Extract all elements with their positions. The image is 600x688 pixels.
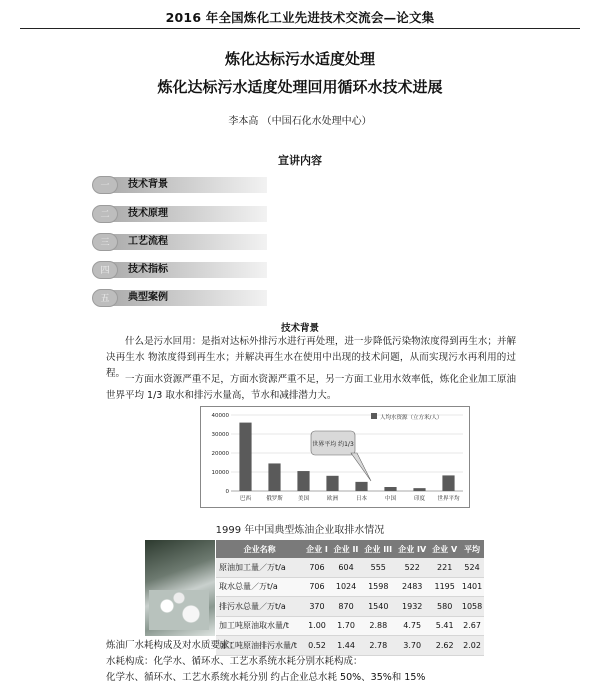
table-header-cell: 企业名称 [216, 540, 303, 558]
table-cell: 1.00 [303, 616, 330, 636]
section-heading: 技术背景 [280, 323, 319, 334]
photo-foam [149, 590, 209, 630]
toc-item-5 [92, 289, 267, 307]
table-cell: 1540 [361, 597, 395, 617]
table-row [216, 558, 484, 577]
table-header-cell: 企业 II [331, 540, 362, 558]
row-label: 原油加工量／万t/a [216, 558, 303, 577]
table-row [216, 577, 484, 597]
table-cell: 1024 [331, 577, 362, 597]
legend-swatch [371, 413, 377, 419]
table-row [216, 636, 484, 656]
table-cell: 2.78 [361, 636, 395, 656]
toc-bar [102, 206, 267, 222]
document-header: 2016 年全国炼化工业先进技术交流会—论文集 [165, 10, 435, 25]
table-header-cell: 企业 I [303, 540, 330, 558]
bar-俄罗斯 [268, 463, 280, 491]
paragraph-background: 一方面水资源严重不足，方面水资源严重不足，另一方面工业用水效率低，炼化企业加工原油世界平均 1/3 取水和排污水量高，节水和减排潜力大。 [106, 374, 516, 401]
toc-label: 技术原理 [128, 208, 168, 219]
table-cell: 555 [361, 558, 395, 577]
table-cell: 2.88 [361, 616, 395, 636]
row-label: 加工吨原油排污水量/t [216, 636, 303, 656]
x-tick-label: 美国 [297, 496, 310, 502]
table-cell: 604 [331, 558, 362, 577]
toc-number-badge: 二 [92, 205, 118, 223]
table-header-cell: 企业 V [429, 540, 460, 558]
toc-number-badge: 四 [92, 261, 118, 279]
table-cell: 1598 [361, 577, 395, 597]
table-cell: 2483 [395, 577, 429, 597]
toc-bar [102, 177, 267, 193]
y-tick-label: 10000 [211, 470, 229, 476]
bar-印度 [413, 488, 425, 491]
y-tick-label: 0 [225, 489, 229, 495]
table-cell: 221 [429, 558, 460, 577]
y-tick-label: 20000 [211, 451, 229, 457]
bar-欧洲 [326, 476, 338, 491]
y-tick-label: 40000 [211, 413, 229, 419]
x-tick-label: 巴西 [239, 496, 252, 502]
table-cell: 522 [395, 558, 429, 577]
toc-number-badge: 三 [92, 233, 118, 251]
table-cell: 580 [429, 597, 460, 617]
table-cell: 1058 [460, 597, 484, 617]
table-cell: 3.70 [395, 636, 429, 656]
table-header-row [216, 540, 484, 558]
bar-世界平均 [442, 475, 454, 491]
table-title: 1999 年中国典型炼油企业取排水情况 [215, 525, 385, 536]
bar-美国 [297, 471, 309, 491]
table-cell: 706 [303, 558, 330, 577]
toc-label: 工艺流程 [128, 236, 168, 247]
toc-item-1 [92, 176, 267, 194]
header-divider [20, 28, 580, 29]
table-cell: 2.62 [429, 636, 460, 656]
table-header-cell: 企业 IV [395, 540, 429, 558]
chart-callout [311, 431, 371, 481]
legend-label: 人均水资源（立方米/人） [380, 415, 443, 421]
x-tick-label: 欧洲 [326, 496, 339, 502]
toc-item-3 [92, 233, 267, 251]
table-cell: 1.44 [331, 636, 362, 656]
y-tick-label: 30000 [211, 432, 229, 438]
x-tick-label: 俄罗斯 [266, 496, 283, 502]
table-row [216, 597, 484, 617]
table-row [216, 616, 484, 636]
author-line: 李本高 （中国石化水处理中心） [228, 116, 372, 127]
toc-item-4 [92, 261, 267, 279]
table-cell: 524 [460, 558, 484, 577]
footer-line-2: 水耗构成：化学水、循环水、工艺水系统水耗分别水耗构成： [106, 656, 363, 667]
table-cell: 2.02 [460, 636, 484, 656]
x-tick-label: 中国 [384, 496, 397, 502]
callout-text: 世界平均 约1/3 [312, 441, 354, 448]
toc-bar [102, 290, 267, 306]
toc-label: 典型案例 [128, 292, 168, 303]
toc-bar [102, 262, 267, 278]
paragraph-definition: 什么是污水回用：是指对达标外排污水进行再处理，进一步降低污染物浓度得到再生水；并解决再生水 物浓度得到再生水；并解决再生水在使用中出现的技术问题，从而实现污水再利用的过程。 [106, 336, 516, 379]
callout-pointer [351, 453, 371, 481]
table-cell: 1.70 [331, 616, 362, 636]
water-resource-chart [200, 406, 470, 508]
row-label: 加工吨原油取水量/t [216, 616, 303, 636]
row-label: 排污水总量／万t/a [216, 597, 303, 617]
table-cell: 1932 [395, 597, 429, 617]
table-cell: 4.75 [395, 616, 429, 636]
table-cell: 1195 [429, 577, 460, 597]
toc-number-badge: 五 [92, 289, 118, 307]
toc-bar [102, 234, 267, 250]
table-cell: 370 [303, 597, 330, 617]
toc-heading: 宣讲内容 [278, 154, 322, 167]
toc-label: 技术指标 [128, 264, 168, 275]
x-tick-label: 印度 [413, 496, 426, 502]
table-cell: 2.67 [460, 616, 484, 636]
footer-line-3: 化学水、循环水、工艺水系统水耗分别 约占企业总水耗 50%、35%和 15% [106, 672, 426, 683]
toc-label: 技术背景 [128, 179, 168, 190]
footer-line-1: 炼油厂水耗构成及对水质要求： [106, 640, 240, 651]
water-intake-table [216, 540, 484, 656]
table-cell: 870 [331, 597, 362, 617]
bar-chart-svg [201, 407, 469, 507]
chart-legend [371, 413, 442, 421]
table-header-cell: 企业 III [361, 540, 395, 558]
table-header-cell: 平均 [460, 540, 484, 558]
table-cell: 0.52 [303, 636, 330, 656]
toc-item-2 [92, 205, 267, 223]
water-treatment-photo [145, 540, 215, 636]
x-tick-label: 日本 [355, 496, 368, 502]
title-main: 炼化达标污水适度处理 [224, 50, 375, 68]
x-tick-label: 世界平均 [437, 496, 460, 502]
bar-中国 [384, 487, 396, 491]
bar-日本 [355, 482, 367, 491]
table-cell: 706 [303, 577, 330, 597]
row-label: 取水总量／万t/a [216, 577, 303, 597]
table-cell: 5.41 [429, 616, 460, 636]
table-cell: 1401 [460, 577, 484, 597]
bar-巴西 [239, 423, 251, 491]
title-sub: 炼化达标污水适度处理回用循环水技术进展 [157, 78, 443, 96]
toc-number-badge: 一 [92, 176, 118, 194]
